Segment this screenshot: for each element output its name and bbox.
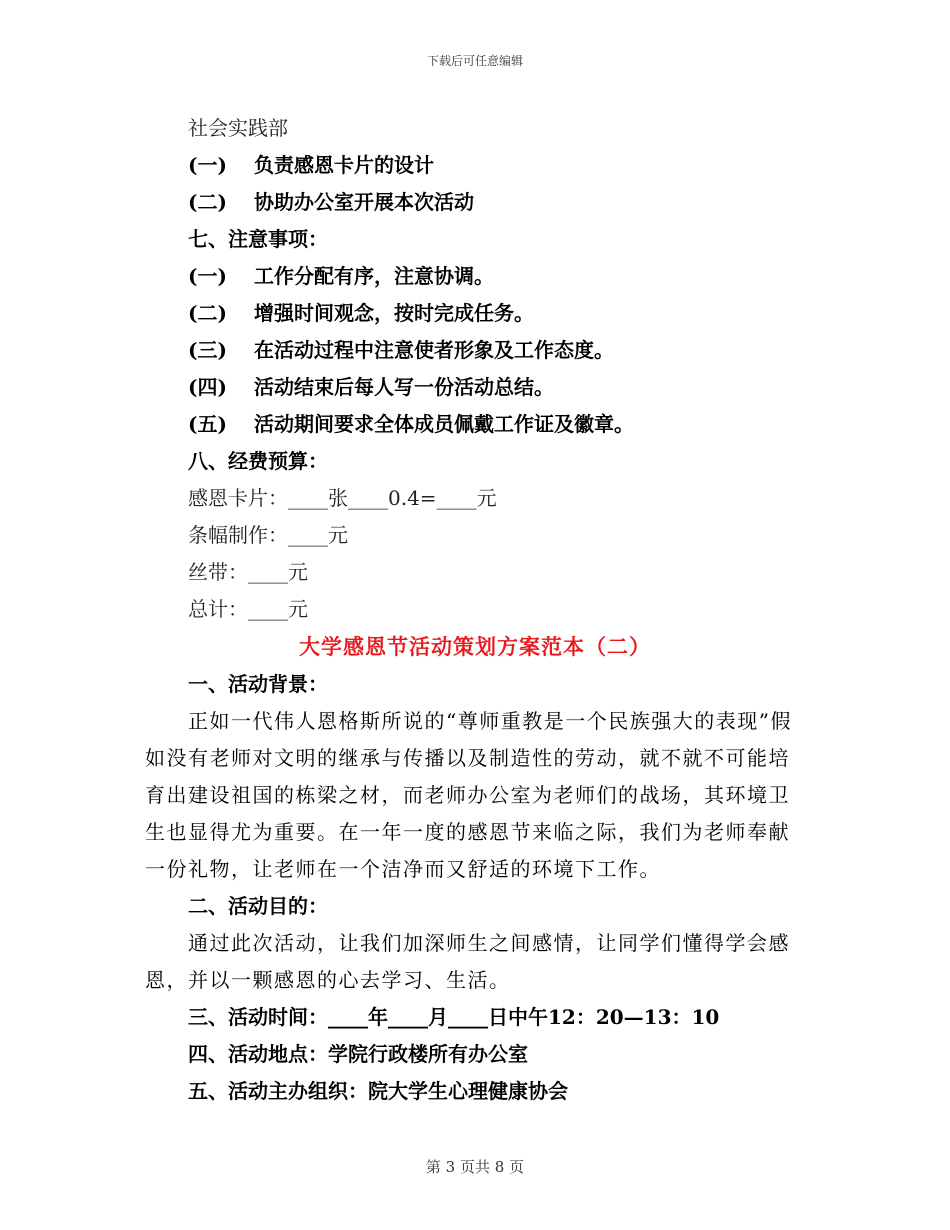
page-footer: 第 3 页共 8 页 (425, 1158, 525, 1176)
list-item (145, 295, 805, 332)
list-item (145, 184, 805, 221)
background-paragraph: 正如一代伟人恩格斯所说的“尊师重教是一个民族强大的表现”假如没有老师对文明的继承与传播以及制造性的劳动，就不就不可能培育出建设祖国的栋梁之材，而老师办公室为老师们的战场，其环境卫生也显得尤为重要。在一年一度的感恩节来临之际，我们为老师奉献一份礼物，让老师在一个洁净而又舒适的环境下工作。 (145, 709, 792, 881)
budget-line-ribbon: 丝带：____元 (188, 560, 308, 584)
document-body (145, 110, 805, 1110)
activity-organizer-line: 五、活动主办组织：院大学生心理健康协会 (188, 1079, 568, 1103)
list-item (145, 369, 805, 406)
purpose-paragraph: 通过此次活动，让我们加深师生之间感情，让同学们懂得学会感恩，并以一颗感恩的心去学习、生活。 (145, 931, 790, 992)
list-marker: (五) (188, 412, 227, 436)
department-heading: 社会实践部 (188, 116, 288, 140)
list-item-text: 在活动过程中注意使者形象及工作态度。 (254, 338, 614, 362)
list-item-text: 增强时间观念，按时完成任务。 (254, 301, 534, 325)
activity-time-line: 三、活动时间：____年____月____日中午12：20—13：10 (188, 1005, 720, 1029)
list-item (145, 147, 805, 184)
section-heading-budget: 八、经费预算： (188, 449, 328, 473)
list-marker: (三) (188, 338, 227, 362)
section-heading-background: 一、活动背景： (188, 672, 328, 696)
document-title: 大学感恩节活动策划方案范本（二） (299, 634, 651, 659)
list-marker: (一) (188, 264, 227, 288)
budget-line-total: 总计：____元 (188, 597, 308, 621)
list-item-text: 协助办公室开展本次活动 (254, 190, 474, 214)
list-item-text: 负责感恩卡片的设计 (254, 153, 434, 177)
list-item-text: 工作分配有序，注意协调。 (254, 264, 494, 288)
list-marker: (四) (188, 375, 227, 399)
activity-place-line: 四、活动地点：学院行政楼所有办公室 (188, 1042, 528, 1066)
list-item (145, 406, 805, 443)
list-marker: (二) (188, 190, 227, 214)
list-marker: (一) (188, 153, 227, 177)
budget-line-banner: 条幅制作：____元 (188, 523, 348, 547)
list-item (145, 258, 805, 295)
list-item-text: 活动期间要求全体成员佩戴工作证及徽章。 (254, 412, 634, 436)
list-item (145, 332, 805, 369)
list-item-text: 活动结束后每人写一份活动总结。 (254, 375, 554, 399)
list-marker: (二) (188, 301, 227, 325)
section-heading-purpose: 二、活动目的： (188, 894, 328, 918)
page-header: 下载后可任意编辑 (426, 54, 523, 68)
section-heading-notes: 七、注意事项： (188, 227, 328, 251)
budget-line-cards: 感恩卡片：____张____0.4=____元 (188, 486, 497, 510)
